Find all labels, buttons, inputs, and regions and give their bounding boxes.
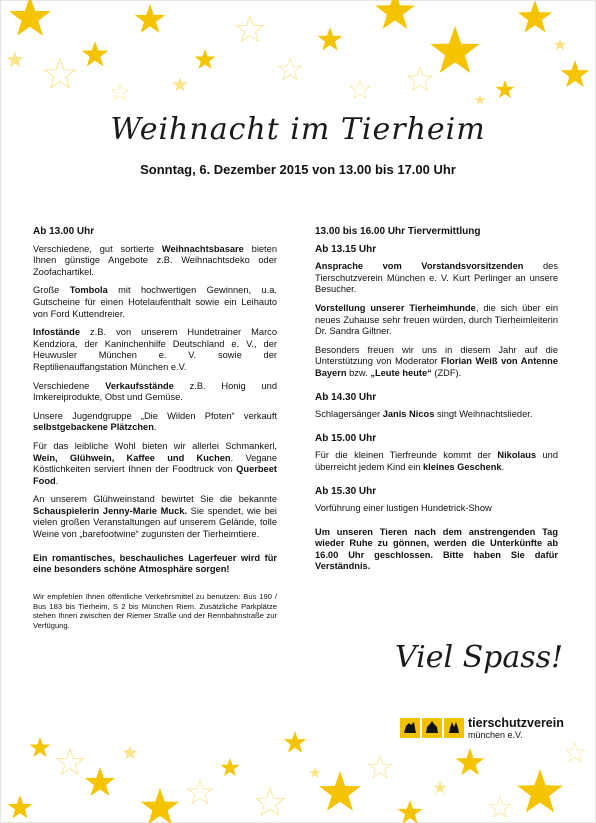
paragraph-lagerfeuer: Ein romantisches, beschauliches Lagerfeuer wird für eine besonders schöne Atmosphäre sorgen! — [33, 552, 277, 575]
tierschutzverein-logo — [400, 716, 564, 744]
signoff-text: Viel Spass! — [395, 640, 564, 675]
event-date: Sonntag, 6. Dezember 2015 von 13.00 bis 17.00 Uhr — [140, 162, 456, 177]
paragraph-verpflegung: Für das leibliche Wohl bieten wir allerlei Schmankerl, Wein, Glühwein, Kaffee und Kuchen. Vegane Köstlichkeiten serviert Ihnen der Foodtruck von Querbeet Food. — [33, 440, 277, 486]
paragraph-closing: Um unseren Tieren nach dem anstrengenden Tag wieder Ruhe zu gönnen, werden die Unterkünfte ab 16.00 Uhr geschlossen. Bitte haben Sie dafür Verständnis. — [315, 526, 558, 572]
section-heading: 13.00 bis 16.00 Uhr Tiervermittlung — [315, 226, 481, 237]
paragraph-gluehweinstand: An unserem Glühweinstand bewirtet Sie die bekannte Schauspielerin Jenny-Marie Muck. Sie spendet, wie bei vielen großen Veranstaltungen auf unserem Gelände, tolle Weine von „barefootwine“ zugunsten der Tierheimtiere. — [33, 494, 277, 540]
paragraph-jugendgruppe: Unsere Jugendgruppe „Die Wilden Pfoten“ verkauft selbstgebackene Plätzchen. — [33, 410, 277, 433]
paragraph-basare: Verschiedene, gut sortierte Weihnachtsbasare bieten Ihnen günstige Angebote z.B. Weihnachtsdeko oder Zoofachartikel. — [33, 243, 277, 277]
animal-silhouettes-icon — [444, 718, 464, 738]
paragraph-schlager: Schlagersänger Janis Nicos singt Weihnachtslieder. — [315, 409, 533, 420]
animal-silhouettes-icon — [400, 718, 420, 738]
section-heading: Ab 13.00 Uhr — [33, 226, 95, 237]
section-heading: Ab 13.15 Uhr — [315, 243, 377, 255]
logo-name: tierschutzverein — [468, 716, 564, 730]
paragraph-nikolaus: Für die kleinen Tierfreunde kommt der Nikolaus und überreicht jedem Kind ein kleines Geschenk. — [315, 450, 558, 472]
paragraph-hundetrick: Vorführung einer lustigen Hundetrick-Show — [315, 503, 492, 514]
paragraph-tierheimhunde: Vorstellung unserer Tierheimhunde, die sich über ein neues Zuhause sehr freuen würden, durch Tierheimleiterin Dr. Sandra Giltner. — [315, 302, 559, 337]
page-title: Weihnacht im Tierheim — [110, 112, 486, 147]
logo-city: münchen e.V. — [468, 730, 523, 740]
transport-note: Wir empfehlen Ihnen öffentliche Verkehrsmittel zu benutzen: Bus 190 / Bus 183 bis Tierheim, S 2 bis München Riem. Zusätzliche Parkplätze stehen Ihnen zwischen der Riemer Straße und der Rennbahnstraße zur Verfügung. — [33, 591, 277, 631]
right-column — [315, 226, 558, 580]
section-heading: Ab 15.00 Uhr — [315, 432, 377, 444]
paragraph-tombola: Große Tombola mit hochwertigen Gewinnen, u.a. Gutscheine für einen Hotelaufenthalt sowie ein Leihauto von Ford Kuttendreier. — [33, 285, 277, 319]
paragraph-infostaende: Infostände z.B. von unserem Hundetrainer Marco Kendziora, der Kaninchenhilfe Deutschland e. V., der Heuwusler München e. V. sowie der Reptilienauffangstation München e.V. — [33, 327, 277, 372]
section-heading: Ab 14.30 Uhr — [315, 391, 377, 403]
paragraph-ansprache: Ansprache vom Vorstandsvorsitzenden des Tierschutzverein München e. V. Kurt Perlinger an unsere Besucher. — [315, 261, 558, 295]
animal-silhouettes-icon — [422, 718, 442, 738]
paragraph-moderator: Besonders freuen wir uns in diesem Jahr auf die Unterstützung von Moderator Florian Weiß von Antenne Bayern bzw. „Leute heute“ (ZDF). — [315, 344, 558, 378]
section-heading: Ab 15.30 Uhr — [315, 485, 377, 497]
left-column — [33, 226, 277, 638]
paragraph-verkaufsstaende: Verschiedene Verkaufsstände z.B. Honig und Imkereiprodukte, Obst und Gemüse. — [33, 380, 277, 403]
